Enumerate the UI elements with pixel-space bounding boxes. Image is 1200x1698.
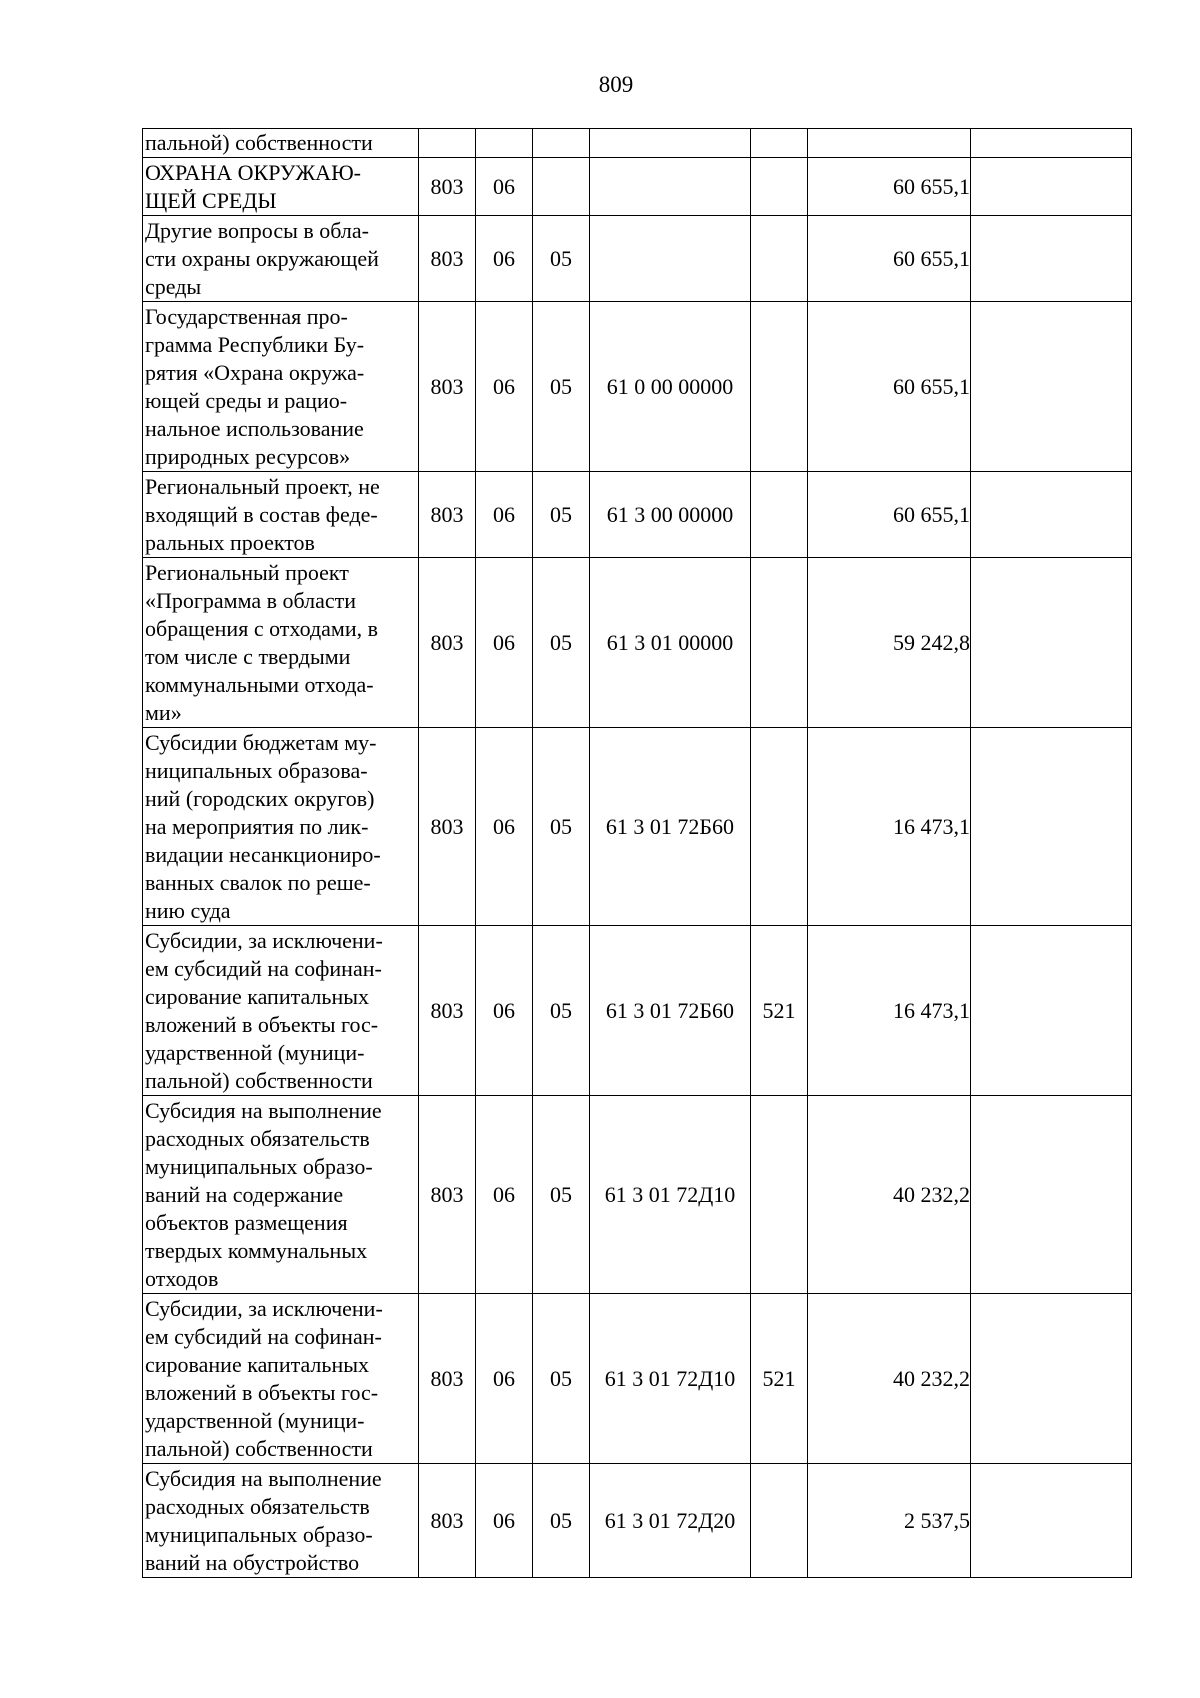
section-code-cell: 06	[476, 302, 533, 472]
subsection-code-cell	[533, 129, 590, 158]
subsection-code-cell	[533, 158, 590, 216]
ministry-code-cell: 803	[419, 1096, 476, 1294]
section-code-cell: 06	[476, 1464, 533, 1578]
empty-cell	[971, 558, 1132, 728]
amount-cell	[808, 129, 971, 158]
amount-cell: 60 655,1	[808, 216, 971, 302]
amount-cell: 60 655,1	[808, 302, 971, 472]
empty-cell	[971, 728, 1132, 926]
expense-name-text: Другие вопросы в обла- сти охраны окружающей среды	[145, 217, 379, 299]
subsection-code-cell: 05	[533, 1464, 590, 1578]
section-code-cell: 06	[476, 558, 533, 728]
ministry-code-cell: 803	[419, 1464, 476, 1578]
empty-cell	[971, 129, 1132, 158]
empty-cell	[971, 1294, 1132, 1464]
table-row	[143, 158, 1132, 216]
table-row	[143, 926, 1132, 1096]
subsection-code-cell: 05	[533, 1096, 590, 1294]
expense-name-text: Субсидия на выполнение расходных обязательств муниципальных образо- ваний на обустройство	[145, 1465, 382, 1575]
expense-type-cell	[751, 158, 808, 216]
subsection-code-cell: 05	[533, 558, 590, 728]
expense-type-cell	[751, 558, 808, 728]
expense-name-text: Региональный проект «Программа в области обращения с отходами, в том числе с твердыми коммунальными отхода- ми»	[145, 559, 378, 725]
section-code-cell: 06	[476, 1294, 533, 1464]
section-code-cell	[476, 129, 533, 158]
ministry-code-cell: 803	[419, 472, 476, 558]
ministry-code-cell: 803	[419, 302, 476, 472]
section-code-cell: 06	[476, 926, 533, 1096]
ministry-code-cell: 803	[419, 728, 476, 926]
amount-cell: 40 232,2	[808, 1294, 971, 1464]
subsection-code-cell: 05	[533, 302, 590, 472]
expense-type-cell	[751, 129, 808, 158]
table-row	[143, 728, 1132, 926]
amount-cell: 2 537,5	[808, 1464, 971, 1578]
ministry-code-cell: 803	[419, 216, 476, 302]
expense-name-cell	[143, 728, 419, 926]
expense-name-text: Региональный проект, не входящий в состав феде- ральных проектов	[145, 473, 380, 555]
table-row	[143, 302, 1132, 472]
subsection-code-cell: 05	[533, 926, 590, 1096]
empty-cell	[971, 216, 1132, 302]
expense-name-text: Субсидии, за исключени- ем субсидий на софинан- сирование капитальных вложений в объекты гос- ударственной (муници- пальной) собственности	[145, 927, 383, 1093]
expense-name-text: Субсидии, за исключени- ем субсидий на софинан- сирование капитальных вложений в объекты гос- ударственной (муници- пальной) собственности	[145, 1295, 383, 1461]
empty-cell	[971, 1464, 1132, 1578]
section-code-cell: 06	[476, 472, 533, 558]
table-row	[143, 1096, 1132, 1294]
target-article-cell: 61 3 01 72Д10	[590, 1096, 751, 1294]
target-article-cell: 61 3 01 72Д10	[590, 1294, 751, 1464]
table-row	[143, 129, 1132, 158]
empty-cell	[971, 302, 1132, 472]
page-number: 809	[598, 72, 634, 97]
expense-name-text: ОХРАНА ОКРУЖАЮ- ЩЕЙ СРЕДЫ	[145, 159, 362, 213]
expense-name-text: Субсидия на выполнение расходных обязательств муниципальных образо- ваний на содержание объектов размещения твердых коммунальных отходов	[145, 1097, 382, 1291]
amount-cell: 60 655,1	[808, 158, 971, 216]
target-article-cell: 61 3 01 00000	[590, 558, 751, 728]
ministry-code-cell	[419, 129, 476, 158]
empty-cell	[971, 472, 1132, 558]
target-article-cell	[590, 216, 751, 302]
table-row	[143, 1464, 1132, 1578]
expense-name-cell	[143, 1096, 419, 1294]
target-article-cell: 61 3 00 00000	[590, 472, 751, 558]
expense-type-cell	[751, 1096, 808, 1294]
expense-type-cell: 521	[751, 1294, 808, 1464]
ministry-code-cell: 803	[419, 558, 476, 728]
subsection-code-cell: 05	[533, 728, 590, 926]
amount-cell: 59 242,8	[808, 558, 971, 728]
expense-type-cell	[751, 302, 808, 472]
table-row	[143, 1294, 1132, 1464]
ministry-code-cell: 803	[419, 1294, 476, 1464]
empty-cell	[971, 158, 1132, 216]
expense-name-cell	[143, 216, 419, 302]
amount-cell: 16 473,1	[808, 728, 971, 926]
budget-table	[142, 128, 1132, 1578]
ministry-code-cell: 803	[419, 926, 476, 1096]
expense-name-cell	[143, 558, 419, 728]
subsection-code-cell: 05	[533, 472, 590, 558]
expense-name-cell	[143, 926, 419, 1096]
subsection-code-cell: 05	[533, 216, 590, 302]
expense-type-cell: 521	[751, 926, 808, 1096]
target-article-cell: 61 0 00 00000	[590, 302, 751, 472]
expense-name-cell	[143, 158, 419, 216]
target-article-cell: 61 3 01 72Б60	[590, 728, 751, 926]
expense-name-text: Государственная про- грамма Республики Бу- рятия «Охрана окружа- ющей среды и рацио- нальное использование природных ресурсов»	[145, 303, 365, 469]
amount-cell: 40 232,2	[808, 1096, 971, 1294]
ministry-code-cell: 803	[419, 158, 476, 216]
budget-table-body	[143, 129, 1132, 1578]
amount-cell: 16 473,1	[808, 926, 971, 1096]
table-row	[143, 558, 1132, 728]
expense-name-cell	[143, 472, 419, 558]
expense-name-cell	[143, 1464, 419, 1578]
table-row	[143, 216, 1132, 302]
target-article-cell: 61 3 01 72Б60	[590, 926, 751, 1096]
expense-name-text: пальной) собственности	[145, 130, 373, 155]
expense-type-cell	[751, 472, 808, 558]
section-code-cell: 06	[476, 728, 533, 926]
expense-name-cell	[143, 129, 419, 158]
expense-type-cell	[751, 216, 808, 302]
target-article-cell: 61 3 01 72Д20	[590, 1464, 751, 1578]
expense-name-cell	[143, 302, 419, 472]
empty-cell	[971, 1096, 1132, 1294]
table-row	[143, 472, 1132, 558]
amount-cell: 60 655,1	[808, 472, 971, 558]
section-code-cell: 06	[476, 1096, 533, 1294]
expense-name-text: Субсидии бюджетам му- ниципальных образова- ний (городских округов) на мероприятия по лик- видации несанкциониро- ванных свалок по реше- нию суда	[145, 729, 381, 923]
subsection-code-cell: 05	[533, 1294, 590, 1464]
empty-cell	[971, 926, 1132, 1096]
expense-name-cell	[143, 1294, 419, 1464]
expense-type-cell	[751, 1464, 808, 1578]
target-article-cell	[590, 129, 751, 158]
section-code-cell: 06	[476, 216, 533, 302]
expense-type-cell	[751, 728, 808, 926]
target-article-cell	[590, 158, 751, 216]
section-code-cell: 06	[476, 158, 533, 216]
